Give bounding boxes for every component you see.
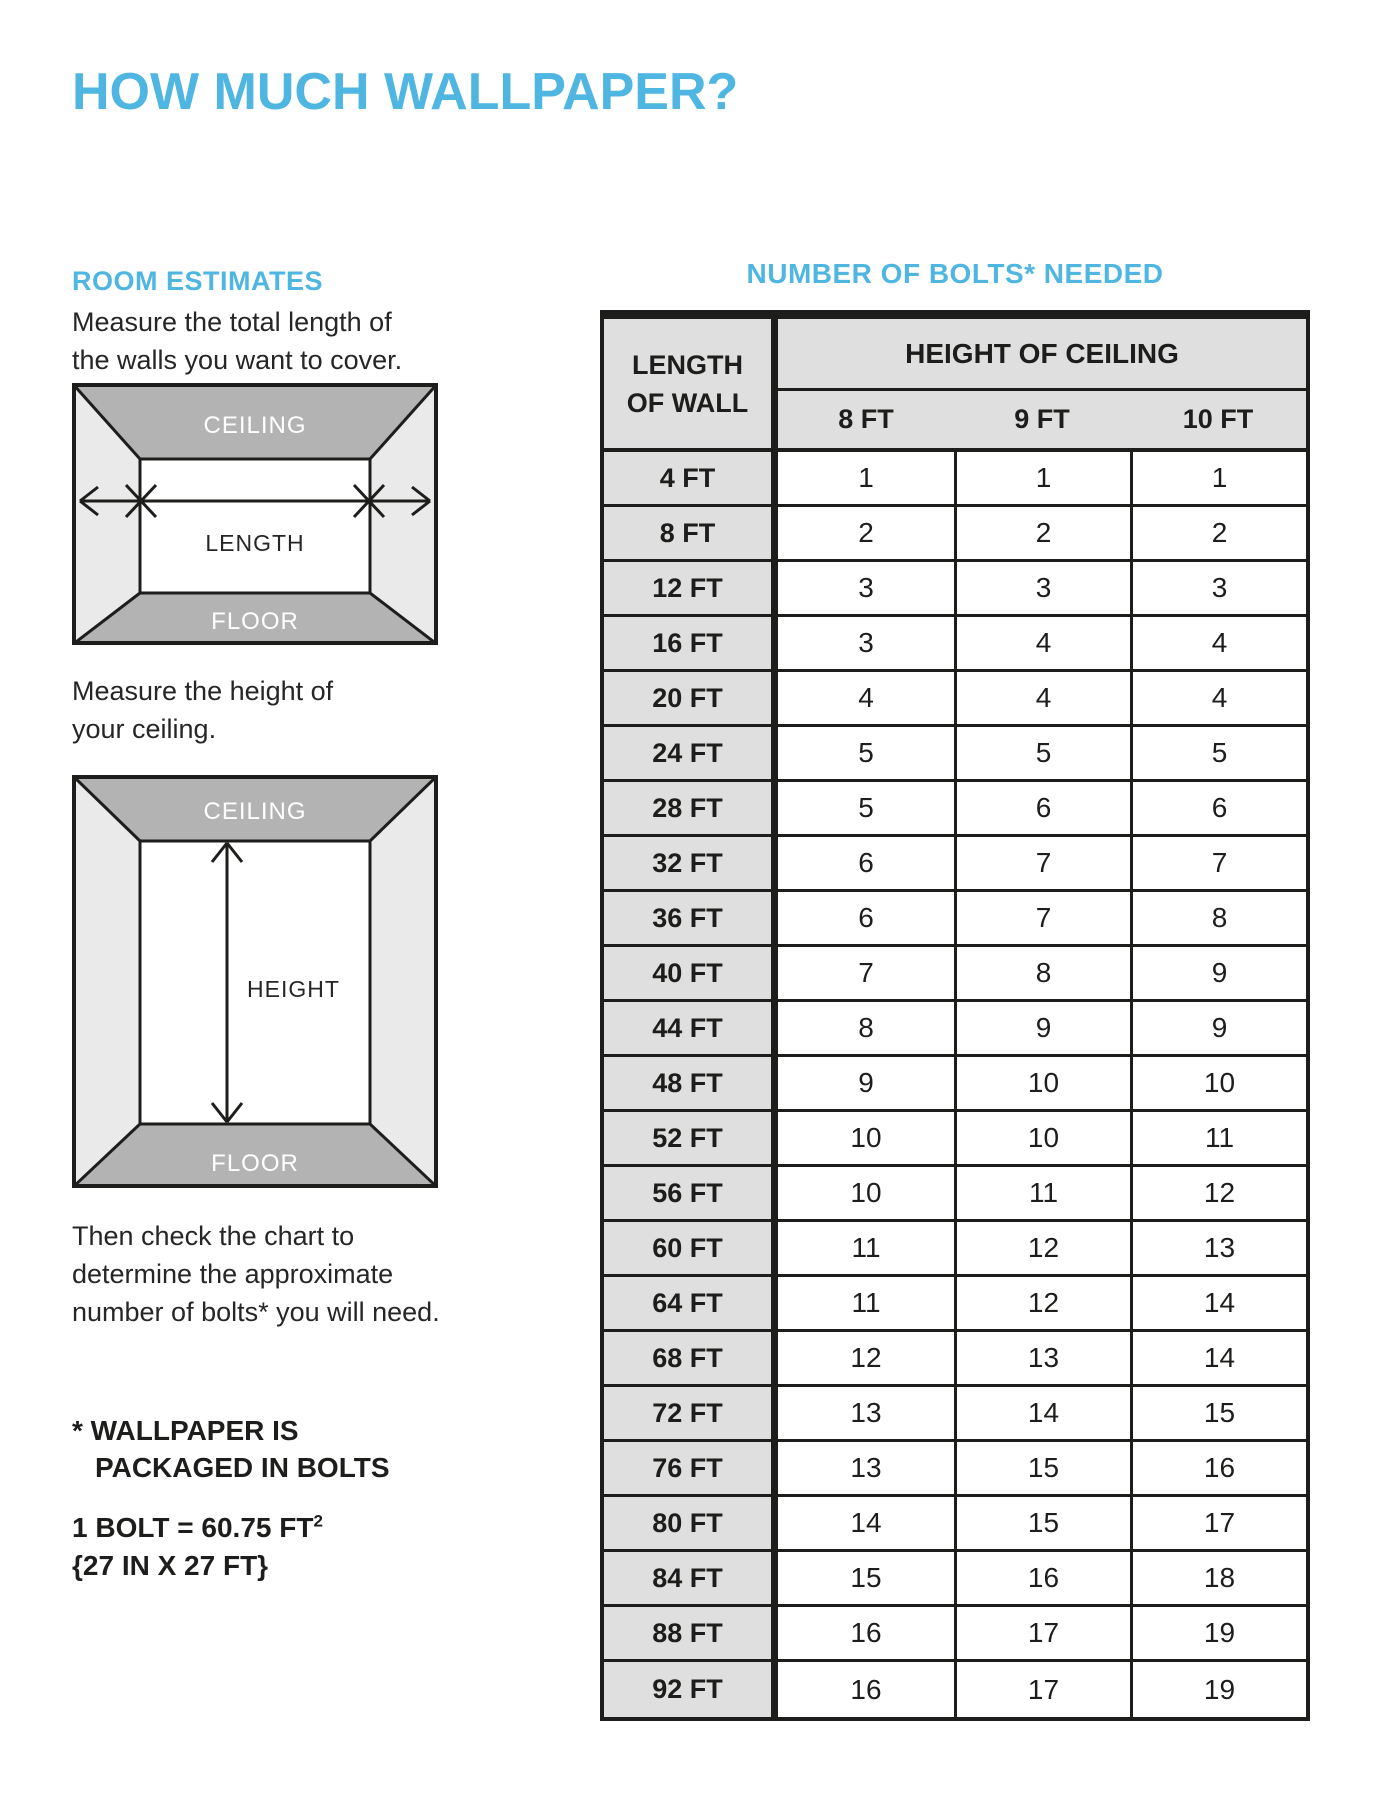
bolts-value-cell: 3 xyxy=(1130,562,1306,617)
length-of-wall-header xyxy=(604,319,778,448)
bolts-value-cell: 17 xyxy=(954,1662,1130,1717)
paragraph-line: your ceiling. xyxy=(72,714,217,744)
bolts-value-cell: 4 xyxy=(1130,617,1306,672)
wall-length-cell: 12 FT xyxy=(604,562,778,617)
wall-length-cell: 28 FT xyxy=(604,782,778,837)
bolts-value-cell: 7 xyxy=(778,947,954,1002)
bolts-value-cell: 4 xyxy=(954,617,1130,672)
wall-length-cell: 8 FT xyxy=(604,507,778,562)
bolts-footnote xyxy=(72,1412,390,1486)
bolts-value-cell: 10 xyxy=(1130,1057,1306,1112)
bolts-value-cell: 3 xyxy=(778,562,954,617)
bolts-value-cell: 18 xyxy=(1130,1552,1306,1607)
wall-length-cell: 76 FT xyxy=(604,1442,778,1497)
bolts-value-cell: 8 xyxy=(954,947,1130,1002)
bolts-value-cell: 8 xyxy=(1130,892,1306,947)
bolts-value-cell: 13 xyxy=(778,1442,954,1497)
bolts-value-cell: 15 xyxy=(954,1497,1130,1552)
bolts-value-cell: 13 xyxy=(1130,1222,1306,1277)
bolt-equation-exponent: 2 xyxy=(313,1511,323,1531)
measure-length-paragraph xyxy=(72,303,402,379)
back-wall-surface xyxy=(140,459,370,593)
bolts-value-cell: 12 xyxy=(954,1277,1130,1332)
wall-length-cell: 80 FT xyxy=(604,1497,778,1552)
bolts-value-cell: 17 xyxy=(954,1607,1130,1662)
bolts-value-cell: 11 xyxy=(778,1277,954,1332)
bolts-value-cell: 7 xyxy=(954,892,1130,947)
wall-length-cell: 16 FT xyxy=(604,617,778,672)
bolts-value-cell: 9 xyxy=(1130,947,1306,1002)
bolts-value-cell: 11 xyxy=(954,1167,1130,1222)
bolts-value-cell: 12 xyxy=(1130,1167,1306,1222)
bolts-value-cell: 16 xyxy=(1130,1442,1306,1497)
bolts-value-cell: 9 xyxy=(1130,1002,1306,1057)
bolts-value-cell: 17 xyxy=(1130,1497,1306,1552)
bolts-value-cell: 5 xyxy=(1130,727,1306,782)
wall-length-cell: 4 FT xyxy=(604,452,778,507)
bolts-value-cell: 14 xyxy=(778,1497,954,1552)
bolts-value-cell: 12 xyxy=(954,1222,1130,1277)
bolts-value-cell: 7 xyxy=(1130,837,1306,892)
bolts-value-cell: 15 xyxy=(954,1442,1130,1497)
bolts-value-cell: 4 xyxy=(778,672,954,727)
bolts-value-cell: 2 xyxy=(1130,507,1306,562)
right-wall-surface xyxy=(370,775,438,1188)
bolts-value-cell: 8 xyxy=(778,1002,954,1057)
bolts-value-cell: 16 xyxy=(778,1662,954,1717)
header-line: OF WALL xyxy=(626,387,749,418)
bolts-value-cell: 9 xyxy=(778,1057,954,1112)
bolts-table-header xyxy=(604,319,1306,452)
footnote-line: PACKAGED IN BOLTS xyxy=(95,1452,390,1483)
wall-length-cell: 32 FT xyxy=(604,837,778,892)
paragraph-line: Measure the height of xyxy=(72,676,334,706)
bolts-value-cell: 19 xyxy=(1130,1607,1306,1662)
height-of-ceiling-header: HEIGHT OF CEILING xyxy=(778,319,1306,391)
wall-length-cell: 44 FT xyxy=(604,1002,778,1057)
footnote-line: * WALLPAPER IS xyxy=(72,1415,299,1446)
wall-length-cell: 68 FT xyxy=(604,1332,778,1387)
ceiling-label: CEILING xyxy=(203,798,307,825)
bolts-table-body xyxy=(604,452,1306,1717)
paragraph-line: number of bolts* you will need. xyxy=(72,1297,440,1327)
bolts-value-cell: 11 xyxy=(1130,1112,1306,1167)
bolts-value-cell: 2 xyxy=(778,507,954,562)
bolts-value-cell: 4 xyxy=(1130,672,1306,727)
header-line: LENGTH xyxy=(632,349,743,380)
room-estimates-heading: ROOM ESTIMATES xyxy=(72,266,324,296)
wall-length-cell: 92 FT xyxy=(604,1662,778,1717)
room-height-diagram xyxy=(72,775,438,1188)
wall-length-cell: 84 FT xyxy=(604,1552,778,1607)
ceiling-9ft-header: 9 FT xyxy=(1014,404,1070,434)
bolts-value-cell: 11 xyxy=(778,1222,954,1277)
ceiling-8ft-header: 8 FT xyxy=(838,404,894,434)
wall-length-cell: 72 FT xyxy=(604,1387,778,1442)
ceiling-10ft-header: 10 FT xyxy=(1182,404,1254,434)
paragraph-line: determine the approximate xyxy=(72,1259,394,1289)
bolts-value-cell: 10 xyxy=(778,1167,954,1222)
bolts-value-cell: 6 xyxy=(778,837,954,892)
bolts-value-cell: 9 xyxy=(954,1002,1130,1057)
floor-label: FLOOR xyxy=(211,1150,299,1177)
wall-length-cell: 24 FT xyxy=(604,727,778,782)
bolts-value-cell: 6 xyxy=(954,782,1130,837)
bolt-equation xyxy=(72,1512,323,1544)
bolts-value-cell: 14 xyxy=(1130,1332,1306,1387)
wall-length-cell: 48 FT xyxy=(604,1057,778,1112)
height-dim-label: HEIGHT xyxy=(247,976,340,1002)
check-chart-paragraph xyxy=(72,1217,440,1331)
ceiling-label: CEILING xyxy=(203,412,307,439)
bolt-dimensions: {27 IN X 27 FT} xyxy=(72,1550,269,1581)
bolts-value-cell: 16 xyxy=(778,1607,954,1662)
wall-length-cell: 40 FT xyxy=(604,947,778,1002)
bolts-value-cell: 15 xyxy=(1130,1387,1306,1442)
bolts-value-cell: 5 xyxy=(778,727,954,782)
bolts-table xyxy=(600,310,1310,1721)
bolts-value-cell: 13 xyxy=(778,1387,954,1442)
paragraph-line: Then check the chart to xyxy=(72,1221,355,1251)
bolts-value-cell: 10 xyxy=(954,1112,1130,1167)
bolts-value-cell: 1 xyxy=(778,452,954,507)
wall-length-cell: 36 FT xyxy=(604,892,778,947)
bolts-value-cell: 1 xyxy=(954,452,1130,507)
bolts-value-cell: 1 xyxy=(1130,452,1306,507)
bolts-value-cell: 14 xyxy=(1130,1277,1306,1332)
bolts-value-cell: 10 xyxy=(954,1057,1130,1112)
left-wall-surface xyxy=(72,775,140,1188)
bolts-value-cell: 14 xyxy=(954,1387,1130,1442)
wall-length-cell: 64 FT xyxy=(604,1277,778,1332)
wall-length-cell: 60 FT xyxy=(604,1222,778,1277)
bolts-value-cell: 16 xyxy=(954,1552,1130,1607)
wall-length-cell: 52 FT xyxy=(604,1112,778,1167)
bolt-equation-text: 1 BOLT = 60.75 FT xyxy=(72,1512,314,1543)
length-dim-label: LENGTH xyxy=(205,530,305,556)
paragraph-line: Measure the total length of xyxy=(72,307,392,337)
floor-label: FLOOR xyxy=(211,608,299,635)
bolts-value-cell: 7 xyxy=(954,837,1130,892)
bolts-value-cell: 6 xyxy=(1130,782,1306,837)
room-length-diagram xyxy=(72,383,438,645)
bolts-value-cell: 2 xyxy=(954,507,1130,562)
bolts-value-cell: 15 xyxy=(778,1552,954,1607)
wall-length-cell: 56 FT xyxy=(604,1167,778,1222)
bolts-value-cell: 6 xyxy=(778,892,954,947)
bolts-table-heading: NUMBER OF BOLTS* NEEDED xyxy=(746,258,1164,289)
bolts-value-cell: 5 xyxy=(778,782,954,837)
bolts-value-cell: 4 xyxy=(954,672,1130,727)
bolts-value-cell: 13 xyxy=(954,1332,1130,1387)
page-title: HOW MUCH WALLPAPER? xyxy=(72,63,739,121)
bolts-value-cell: 3 xyxy=(778,617,954,672)
measure-height-paragraph xyxy=(72,672,333,748)
wall-length-cell: 88 FT xyxy=(604,1607,778,1662)
bolts-value-cell: 5 xyxy=(954,727,1130,782)
bolts-value-cell: 10 xyxy=(778,1112,954,1167)
wall-length-cell: 20 FT xyxy=(604,672,778,727)
bolts-value-cell: 19 xyxy=(1130,1662,1306,1717)
paragraph-line: the walls you want to cover. xyxy=(72,345,403,375)
bolts-value-cell: 3 xyxy=(954,562,1130,617)
bolts-value-cell: 12 xyxy=(778,1332,954,1387)
